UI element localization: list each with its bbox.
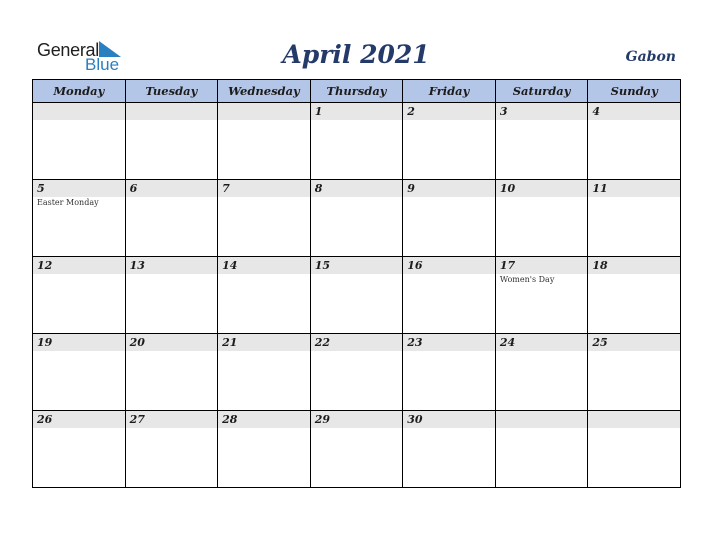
day-cell xyxy=(403,180,496,257)
weekday-header: Monday xyxy=(33,80,126,103)
day-cell xyxy=(403,334,496,411)
weekday-header: Sunday xyxy=(588,80,681,103)
day-number: 8 xyxy=(311,180,403,197)
week-row xyxy=(33,180,681,257)
day-number xyxy=(33,103,125,120)
day-number: 26 xyxy=(33,411,125,428)
day-cell xyxy=(495,257,588,334)
day-cell xyxy=(403,257,496,334)
day-cell xyxy=(495,411,588,488)
weekday-header: Wednesday xyxy=(218,80,311,103)
day-cell xyxy=(588,257,681,334)
weekday-header: Saturday xyxy=(495,80,588,103)
day-cell xyxy=(33,334,126,411)
day-cell xyxy=(495,103,588,180)
holiday-label: Easter Monday xyxy=(37,198,99,207)
day-number: 21 xyxy=(218,334,310,351)
day-number: 12 xyxy=(33,257,125,274)
day-number: 22 xyxy=(311,334,403,351)
day-number: 14 xyxy=(218,257,310,274)
day-cell xyxy=(403,411,496,488)
day-cell xyxy=(125,103,218,180)
day-cell xyxy=(588,411,681,488)
day-number: 10 xyxy=(496,180,588,197)
day-cell xyxy=(218,334,311,411)
day-cell xyxy=(33,257,126,334)
country-label: Gabon xyxy=(625,49,676,65)
week-row xyxy=(33,411,681,488)
day-cell xyxy=(218,257,311,334)
day-cell xyxy=(33,411,126,488)
day-cell xyxy=(218,103,311,180)
day-number: 4 xyxy=(588,103,680,120)
day-cell xyxy=(33,180,126,257)
calendar-title: April 2021 xyxy=(282,40,430,69)
day-cell xyxy=(588,180,681,257)
weekday-header: Friday xyxy=(403,80,496,103)
day-number: 28 xyxy=(218,411,310,428)
weekday-header: Thursday xyxy=(310,80,403,103)
day-cell xyxy=(125,334,218,411)
holiday-label: Women's Day xyxy=(499,275,555,284)
day-cell xyxy=(218,411,311,488)
brand-word-blue: Blue xyxy=(85,55,120,74)
day-number: 1 xyxy=(311,103,403,120)
day-number: 25 xyxy=(588,334,680,351)
day-number xyxy=(496,411,588,428)
week-row xyxy=(33,103,681,180)
day-cell xyxy=(588,334,681,411)
day-number: 23 xyxy=(403,334,495,351)
calendar-grid xyxy=(32,79,681,488)
day-number: 5 xyxy=(33,180,125,197)
day-number: 2 xyxy=(403,103,495,120)
day-number: 27 xyxy=(126,411,218,428)
day-cell xyxy=(310,180,403,257)
day-number: 11 xyxy=(588,180,680,197)
day-cell xyxy=(588,103,681,180)
day-cell xyxy=(495,334,588,411)
day-cell xyxy=(403,103,496,180)
day-cell xyxy=(218,180,311,257)
day-number: 13 xyxy=(126,257,218,274)
day-number: 6 xyxy=(126,180,218,197)
day-cell xyxy=(125,180,218,257)
day-number: 9 xyxy=(403,180,495,197)
day-number: 18 xyxy=(588,257,680,274)
day-cell xyxy=(33,103,126,180)
day-number: 7 xyxy=(218,180,310,197)
day-cell xyxy=(310,257,403,334)
week-row xyxy=(33,334,681,411)
day-cell xyxy=(125,411,218,488)
day-number: 19 xyxy=(33,334,125,351)
day-number xyxy=(126,103,218,120)
day-number: 20 xyxy=(126,334,218,351)
day-number: 17 xyxy=(496,257,588,274)
day-cell xyxy=(310,334,403,411)
day-cell xyxy=(125,257,218,334)
weekday-header: Tuesday xyxy=(125,80,218,103)
day-number: 3 xyxy=(496,103,588,120)
day-number xyxy=(218,103,310,120)
week-row xyxy=(33,257,681,334)
day-cell xyxy=(310,103,403,180)
day-number: 30 xyxy=(403,411,495,428)
day-number: 29 xyxy=(311,411,403,428)
day-number xyxy=(588,411,680,428)
day-cell xyxy=(310,411,403,488)
day-number: 16 xyxy=(403,257,495,274)
weekday-header-row xyxy=(33,80,681,103)
brand-word-general: General xyxy=(37,40,99,60)
day-number: 24 xyxy=(496,334,588,351)
day-number: 15 xyxy=(311,257,403,274)
day-cell xyxy=(495,180,588,257)
